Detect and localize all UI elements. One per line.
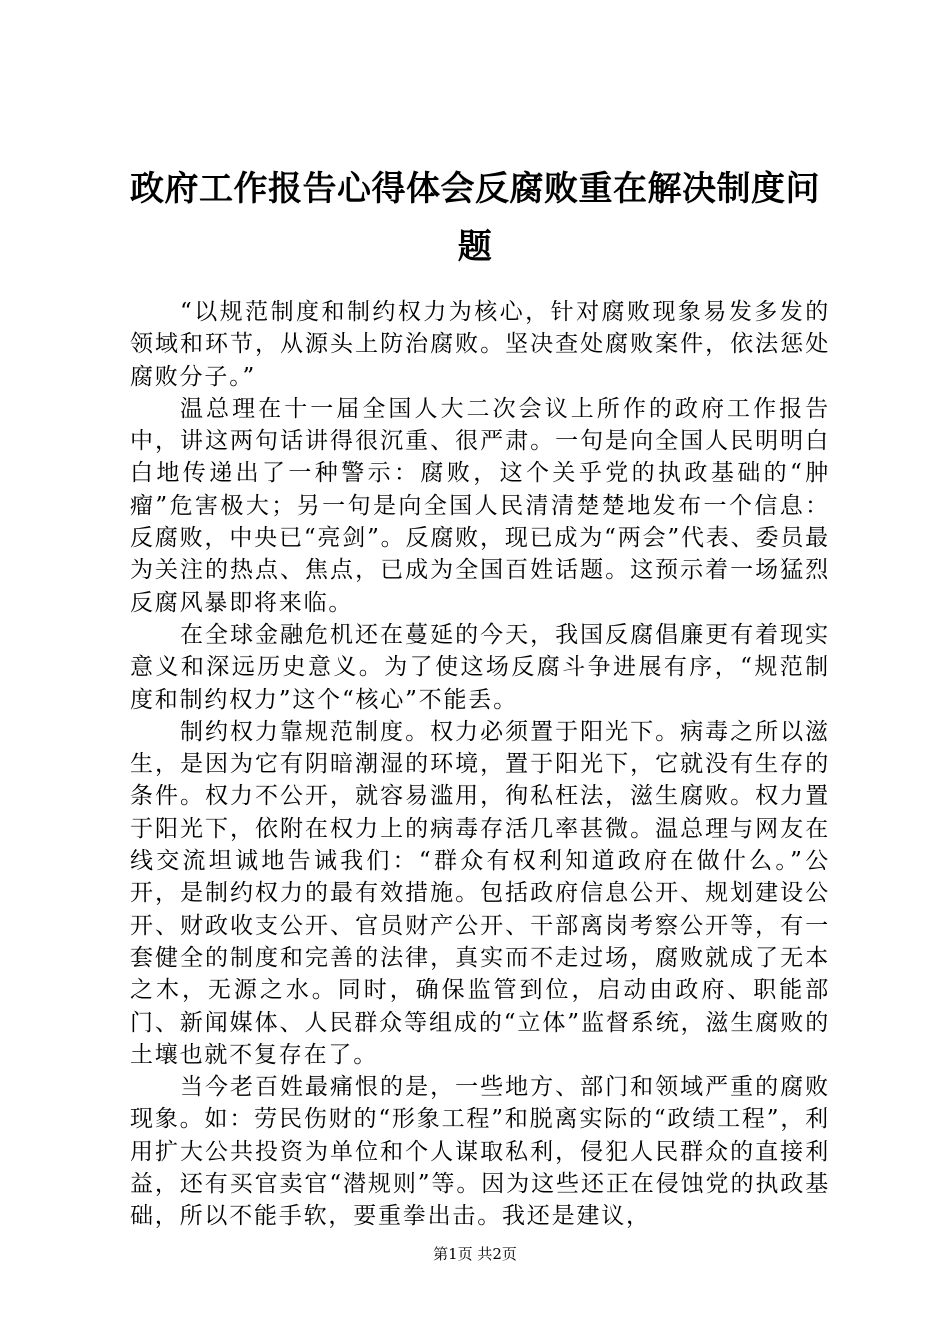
page-footer	[0, 1244, 950, 1264]
document-body	[130, 296, 830, 1233]
paragraph-5: 当今老百姓最痛恨的是，一些地方、部门和领域严重的腐败现象。如：劳民伤财的“形象工程”和脱离实际的“政绩工程”，利用扩大公共投资为单位和个人谋取私利，侵犯人民群众的直接利益，还有买官卖官“潜规则”等。因为这些还正在侵蚀党的执政基础，所以不能手软，要重拳出击。我还是建议，	[130, 1074, 830, 1230]
paragraph-4: 制约权力靠规范制度。权力必须置于阳光下。病毒之所以滋生，是因为它有阴暗潮湿的环境，置于阳光下，它就没有生存的条件。权力不公开，就容易滥用，徇私枉法，滋生腐败。权力置于阳光下，依附在权力上的病毒存活几率甚微。温总理与网友在线交流坦诚地告诫我们：“群众有权利知道政府在做什么。”公开，是制约权力的最有效措施。包括政府信息公开、规划建设公开、财政收支公开、官员财产公开、干部离岗考察公开等，有一套健全的制度和完善的法律，真实而不走过场，腐败就成了无本之木，无源之水。同时，确保监管到位，启动由政府、职能部门、新闻媒体、人民群众等组成的“立体”监督系统，滋生腐败的土壤也就不复存在了。	[130, 718, 830, 1068]
paragraph-1: “以规范制度和制约权力为核心，针对腐败现象易发多发的领域和环节，从源头上防治腐败。坚决查处腐败案件，依法惩处腐败分子。”	[130, 299, 830, 390]
paragraph-3: 在全球金融危机还在蔓延的今天，我国反腐倡廉更有着现实意义和深远历史意义。为了使这场反腐斗争进展有序，“规范制度和制约权力”这个“核心”不能丢。	[130, 621, 830, 713]
paragraph-2: 温总理在十一届全国人大二次会议上所作的政府工作报告中，讲这两句话讲得很沉重、很严肃。一句是向全国人民明明白白地传递出了一种警示：腐败，这个关乎党的执政基础的“肿瘤”危害极大；另一句是向全国人民清清楚楚地发布一个信息：反腐败，中央已“亮剑”。反腐败，现已成为“两会”代表、委员最为关注的热点、焦点，已成为全国百姓话题。这预示着一场猛烈反腐风暴即将来临。	[130, 395, 830, 616]
document-title: 政府工作报告心得体会反腐败重在解决制度问题	[130, 169, 820, 267]
page-number: 第1页 共2页	[433, 1245, 517, 1263]
